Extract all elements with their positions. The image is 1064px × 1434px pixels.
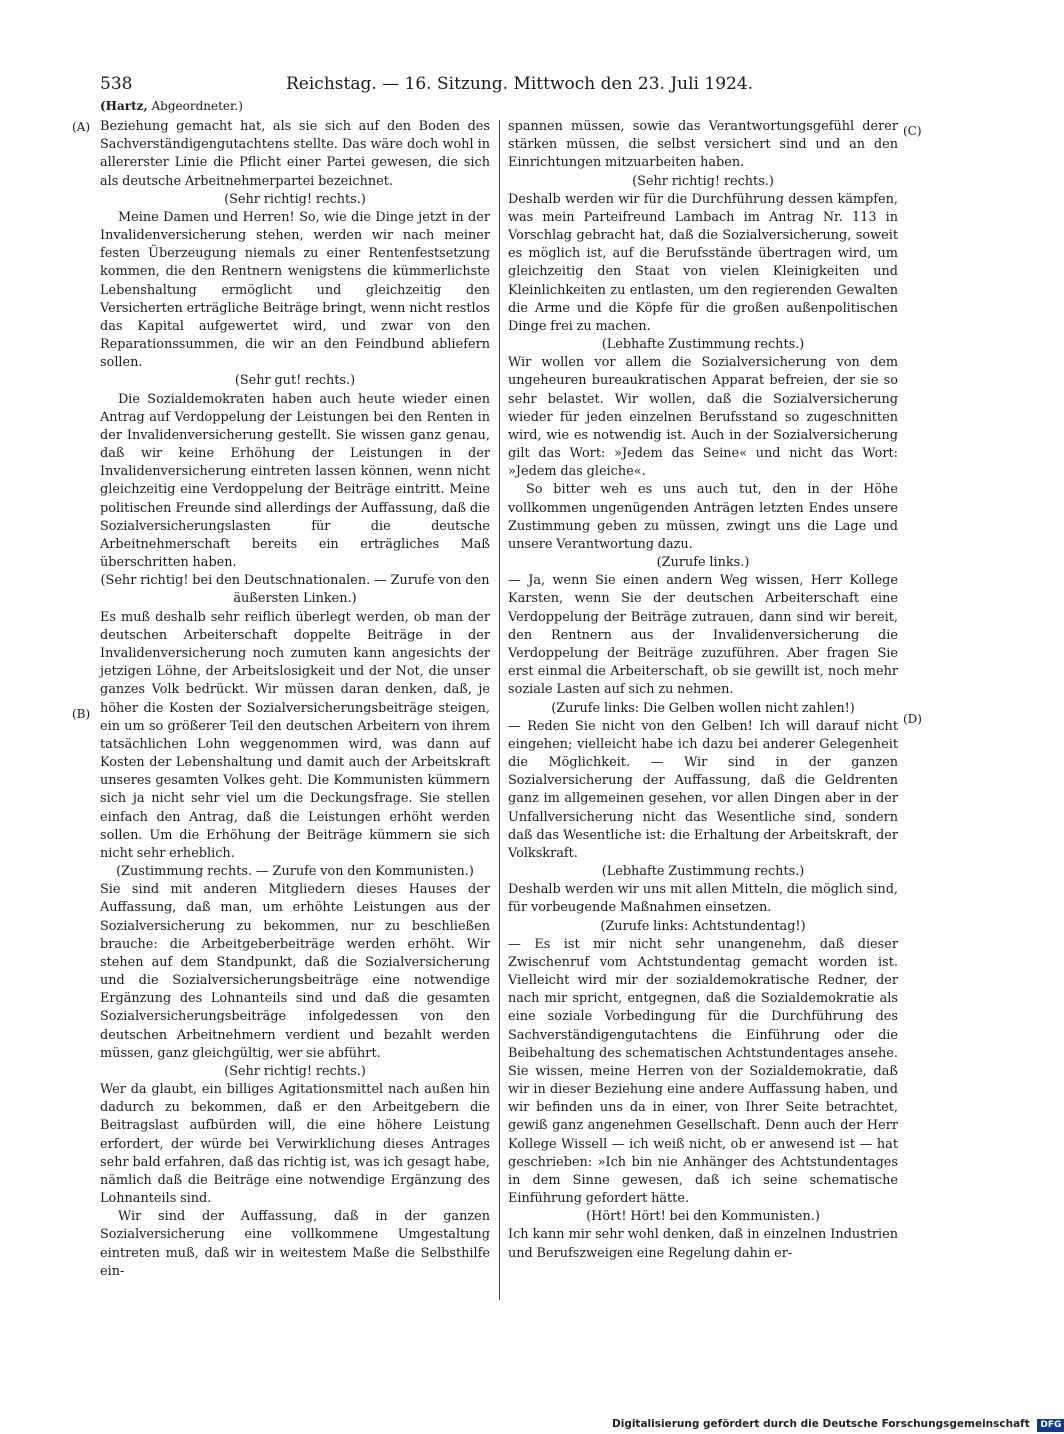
interjection: (Sehr richtig! rechts.) xyxy=(224,1063,366,1079)
paragraph: Meine Damen und Herren! So, wie die Dinge jetzt in der Invalidenversicherung stehen, werden wir nach meiner festen Überzeugung niemals zu einer Rentenfestsetzung kommen, die den Rentnern wenigstens die kümmerlichste Lebenshaltung ermöglicht und gleichzeitig den Versicherten erträgliche Beiträge bringt, wenn nicht restlos das Kapital aufgewertet wird, und zwar von den Reparationssummen, die wir an den Feindbund abliefern sollen. xyxy=(100,209,490,371)
paragraph: Beziehung gemacht hat, als sie sich auf den Boden des Sachverständigengutachtens stellte. Das wäre doch wohl in allererster Linie die Pflicht einer Partei gewesen, die sich als deutsche Arbeitnehmerpartei bezeichnet. xyxy=(100,119,490,189)
paragraph: Die Sozialdemokraten haben auch heute wieder einen Antrag auf Verdoppelung der Leistungen bei den Renten in der Invalidenversicherung gestellt. Sie wissen ganz genau, daß wir keine Erhöhung der Leistungen in der Invalidenversicherung eintreten lassen können, wenn nicht gleichzeitig eine Verdoppelung der Beiträge eintritt. Meine politischen Freunde sind allerdings der Auffassung, daß die Sozialversicherungslasten für die deutsche Arbeitnehmerschaft bereits ein erträgliches Maß überschritten haben. xyxy=(100,391,490,571)
paragraph: Wer da glaubt, ein billiges Agitationsmittel nach außen hin dadurch zu bekommen, daß er den Arbeitgebern die Beitragslast aufbürden will, die eine höhere Leistung erfordert, der würde bei Verwirklichung dieses Antrages sehr bald erfahren, daß das richtig ist, was ich gesagt habe, nämlich daß die Beiträge eine notwendige Ergänzung des Lohnanteils sind. xyxy=(100,1082,490,1207)
interjection: (Zurufe links.) xyxy=(656,555,750,571)
paragraph: Deshalb werden wir für die Durchführung dessen kämpfen, was mein Parteifreund Lambach im Antrag Nr. 113 in Vorschlag gebracht hat, daß die Sozialversicherung, soweit es möglich ist, auf die Berufsstände übertragen wird, um gleichzeitig den Staat von vielen Kleinigkeiten und Kleinlichkeiten zu entlasten, um den regierenden Gewalten die Arme und die Köpfe für die großen außenpolitischen Dinge frei zu machen. xyxy=(508,191,898,334)
right-column xyxy=(508,118,898,1263)
paragraph: Wir sind der Auffassung, daß in der ganzen Sozialversicherung eine vollkommene Umgestaltung eintreten muß, daß wir in weitestem Maße die Selbsthilfe ein- xyxy=(100,1209,490,1279)
margin-mark-a: (A) xyxy=(72,120,91,134)
paragraph: spannen müssen, sowie das Verantwortungsgefühl derer stärken müssen, die selbst versichert sind und an den Einrichtungen mitzuarbeiten haben. xyxy=(508,119,898,171)
paragraph: Ich kann mir sehr wohl denken, daß in einzelnen Industrien und Berufszweigen eine Regelung dahin er- xyxy=(508,1227,898,1261)
credit-text: Digitalisierung gefördert durch die Deutsche Forschungsgemeinschaft xyxy=(612,1418,1030,1430)
interjection: (Zurufe links: Achtstundentag!) xyxy=(600,918,806,934)
paragraph: Sie sind mit anderen Mitgliedern dieses Hauses der Auffassung, daß man, um erhöhte Leistungen aus der Sozialversicherung zu bekommen, nur zu beschließen brauche: die Arbeitgeberbeiträge werden erhöht. Wir stehen auf dem Standpunkt, daß die Sozialversicherung und die Sozialversicherungsbeiträge eine notwendige Ergänzung des Lohnanteils sind und daß die gesamten Sozialversicherungsbeiträge infolgedessen von den deutschen Arbeitnehmern verdient und bezahlt werden müssen, ganz gleichgültig, wer sie abführt. xyxy=(100,882,490,1061)
paragraph: — Es ist mir nicht sehr unangenehm, daß dieser Zwischenruf vom Achtstundentag gemacht worden ist. Vielleicht wird mir der sozialdemokratische Redner, der nach mir spricht, entgegnen, daß die Sozialdemokratie als eine soziale Vorbedingung für die Durchführung des Sachverständigengutachtens die Einführung oder die Beibehaltung des schematischen Achtstundentages ansehe. Sie wissen, meine Herren von der Sozialdemokratie, daß wir in dieser Beziehung eine andere Auffassung haben, und wir befinden uns da in einer, von Ihrer Seite betrachtet, gewiß ganz angenehmen Gesellschaft. Denn auch der Herr Kollege Wissell — ich weiß nicht, ob er anwesend ist — hat geschrieben: »Ich bin nie Anhänger des Achtstundentages in dem Sinne gewesen, daß ich seine schematische Einführung gefordert hätte. xyxy=(508,936,898,1207)
interjection: (Sehr richtig! bei den Deutschnationalen. — Zurufe von den äußersten Linken.) xyxy=(100,573,490,607)
interjection: (Sehr richtig! rechts.) xyxy=(632,173,774,189)
paragraph: So bitter weh es uns auch tut, den in der Höhe vollkommen ungenügenden Anträgen letzten Endes unsere Zustimmung geben zu müssen, zwingt uns die Lage und unsere Verantwortung dazu. xyxy=(508,482,898,552)
interjection: (Sehr gut! rechts.) xyxy=(234,373,356,389)
margin-mark-d: (D) xyxy=(903,712,922,726)
paragraph: — Ja, wenn Sie einen andern Weg wissen, Herr Kollege Karsten, wenn Sie der deutschen Arbeiterschaft eine Verdoppelung der Beiträge zutrauen, dann sind wir bereit, den Rentnern aus der Invalidenversicherung die Verdoppelung der Beiträge zuzuführen. Aber fragen Sie erst einmal die Arbeiterschaft, ob sie gewillt ist, noch mehr soziale Lasten auf sich zu nehmen. xyxy=(508,573,898,698)
paragraph: — Reden Sie nicht von den Gelben! Ich will darauf nicht eingehen; vielleicht habe ich dazu bei anderer Gelegenheit die Möglichkeit. — Wir sind in der ganzen Sozialversicherung der Auffassung, daß die Geldrenten ganz im allgemeinen gesehen, vor allen Dingen aber in der Unfallversicherung nicht das Wesentliche sind, sondern daß das Wesentliche ist: die Erhaltung der Arbeitskraft, der Volkskraft. xyxy=(508,718,898,861)
interjection: (Lebhafte Zustimmung rechts.) xyxy=(601,337,805,353)
paragraph: Deshalb werden wir uns mit allen Mitteln, die möglich sind, für vorbeugende Maßnahmen einsetzen. xyxy=(508,882,898,916)
page-header xyxy=(96,72,896,96)
interjection: (Sehr richtig! rechts.) xyxy=(224,191,366,207)
running-title: Reichstag. — 16. Sitzung. Mittwoch den 23. Juli 1924. xyxy=(286,74,754,94)
paragraph: Es muß deshalb sehr reiflich überlegt werden, ob man der deutschen Arbeiterschaft doppelte Beiträge in der Invalidenversicherung noch zumuten kann angesichts der jetzigen Löhne, der Arbeitslosigkeit und der Not, die unser ganzes Volk bedrückt. Wir müssen daran denken, daß, je höher die Kosten der Sozialversicherungsbeiträge steigen, ein um so größerer Teil den deutschen Arbeitern von ihrem tatsächlichen Lohn weggenommen wird, was dann auf Kosten der Lebenshaltung und damit auch der Arbeitskraft unseres gesamten Volkes geht. Die Kommunisten kümmern sich ja nicht sehr viel um die Deckungsfrage. Sie stellen einfach den Antrag, daß die Leistungen erhöht werden sollen. Um die Erhöhung der Beiträge kümmern sie sich nicht sehr erheblich. xyxy=(100,609,490,861)
page-number: 538 xyxy=(100,74,133,94)
column-divider xyxy=(499,120,500,1300)
margin-mark-c: (C) xyxy=(903,124,922,138)
interjection: (Zurufe links: Die Gelben wollen nicht zahlen!) xyxy=(551,700,855,716)
speaker-role: Abgeordneter.) xyxy=(151,99,243,113)
interjection: (Lebhafte Zustimmung rechts.) xyxy=(601,864,805,880)
dfg-logo: DFG xyxy=(1037,1419,1064,1432)
paragraph: Wir wollen vor allem die Sozialversicherung von dem ungeheuren bureaukratischen Apparat befreien, der sie so sehr belastet. Wir wollen, daß die Sozialversicherung wieder für jeden einzelnen Berufsstand so zugeschnitten wird, wie es notwendig ist. Auch in der Sozialversicherung gilt das Wort: »Jedem das Seine« und nicht das Wort: »Jedem das gleiche«. xyxy=(508,355,898,480)
digitization-credit xyxy=(612,1417,1064,1432)
speaker-label xyxy=(100,98,243,114)
interjection: (Hört! Hört! bei den Kommunisten.) xyxy=(586,1209,820,1225)
speaker-name: (Hartz, xyxy=(100,99,148,113)
left-column xyxy=(100,118,490,1281)
interjection: (Zustimmung rechts. — Zurufe von den Kommunisten.) xyxy=(116,864,474,880)
margin-mark-b: (B) xyxy=(72,707,91,721)
